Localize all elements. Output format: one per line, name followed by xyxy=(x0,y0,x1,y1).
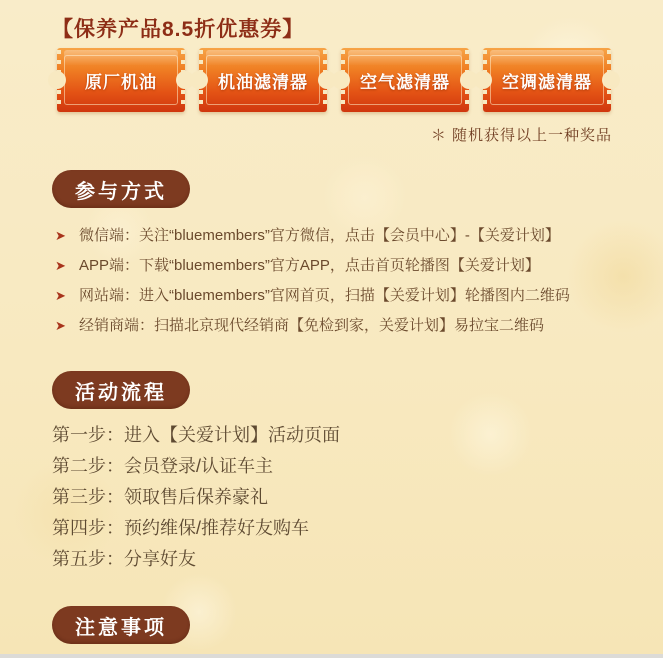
section-heading-process: 活动流程 xyxy=(52,371,190,409)
ticket-gloss xyxy=(206,50,320,65)
ticket-notch xyxy=(602,71,620,89)
process-step: 第五步：分享好友 xyxy=(52,549,196,569)
coupon-ticket-engine-oil xyxy=(57,48,185,112)
ticket-gloss xyxy=(348,50,462,65)
process-steps xyxy=(52,420,340,575)
page-title: 【保养产品8.5折优惠券】 xyxy=(52,18,305,41)
participation-item xyxy=(55,286,635,305)
participation-item-text: 微信端：关注“bluemembers”官方微信，点击【会员中心】-【关爱计划】 xyxy=(79,227,560,244)
process-step: 第二步：会员登录/认证车主 xyxy=(52,456,273,476)
ticket-gloss xyxy=(64,50,178,65)
coupon-row xyxy=(57,48,611,112)
participation-item xyxy=(55,226,635,245)
participation-item xyxy=(55,256,635,275)
coupon-label: 原厂机油 xyxy=(85,72,157,92)
bottom-edge-strip xyxy=(0,654,663,658)
participation-item-text: 经销商端：扫描北京现代经销商【免检到家，关爱计划】易拉宝二维码 xyxy=(79,317,545,334)
section-heading-participation: 参与方式 xyxy=(52,170,190,208)
coupon-label: 空气滤清器 xyxy=(360,72,450,92)
process-step: 第三步：领取售后保养豪礼 xyxy=(52,487,268,507)
participation-list xyxy=(55,226,635,346)
coupon-label: 机油滤清器 xyxy=(218,72,308,92)
coupon-ticket-ac-filter xyxy=(483,48,611,112)
coupon-ticket-air-filter xyxy=(341,48,469,112)
arrow-bullet-icon: ➤ xyxy=(55,288,66,303)
arrow-bullet-icon: ➤ xyxy=(55,228,66,243)
ticket-gloss xyxy=(490,50,604,65)
section-heading-notes: 注意事项 xyxy=(52,606,190,644)
process-step: 第一步：进入【关爱计划】活动页面 xyxy=(52,425,340,445)
arrow-bullet-icon: ➤ xyxy=(55,318,66,333)
prize-note: ＊ 随机获得以上一种奖品 xyxy=(430,127,612,144)
coupon-ticket-oil-filter xyxy=(199,48,327,112)
participation-item xyxy=(55,316,635,335)
participation-item-text: 网站端：进入“bluemembers”官网首页，扫描【关爱计划】轮播图内二维码 xyxy=(79,287,570,304)
process-step: 第四步：预约维保/推荐好友购车 xyxy=(52,518,309,538)
participation-item-text: APP端：下载“bluemembers”官方APP，点击首页轮播图【关爱计划】 xyxy=(79,257,540,274)
coupon-label: 空调滤清器 xyxy=(502,72,592,92)
arrow-bullet-icon: ➤ xyxy=(55,258,66,273)
